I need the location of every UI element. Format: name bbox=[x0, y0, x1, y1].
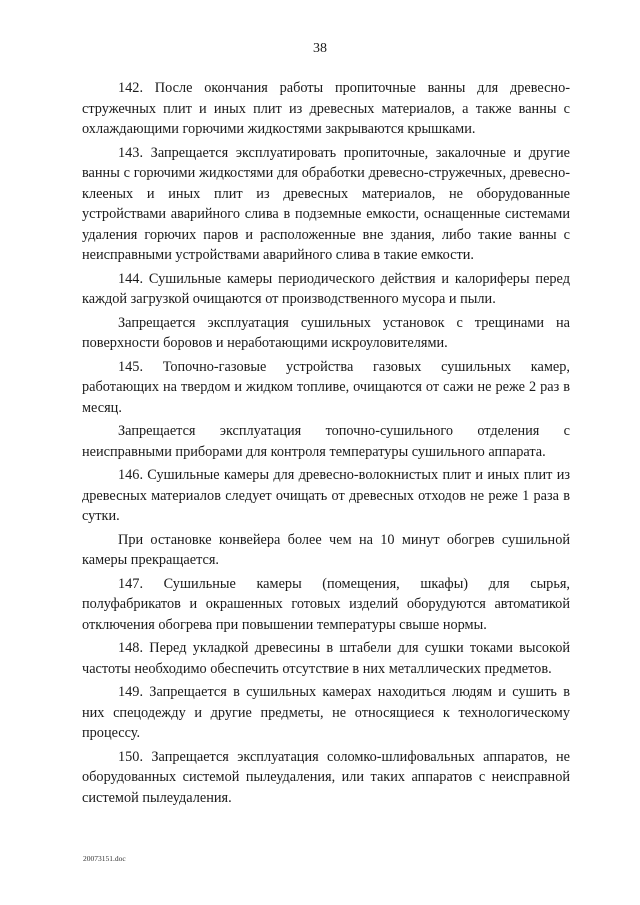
paragraph-146-conveyor: При остановке конвейера более чем на 10 минут обогрев сушильной камеры прекращается. bbox=[82, 531, 570, 568]
paragraph-148: 148. Перед укладкой древесины в штабели для сушки токами высокой частоты необходимо обеспечить отсутствие в них металлических предметов. bbox=[82, 640, 570, 677]
paragraph-142: 142. После окончания работы пропиточные ванны для древесно-стружечных плит и иных плит из древесных материалов, а также ванны с охлаждающими горючими жидкостями закрываются крышками. bbox=[82, 80, 570, 137]
document-body bbox=[82, 78, 570, 811]
footer-filename: 20073151.doc bbox=[83, 854, 126, 863]
paragraph-145: 145. Топочно-газовые устройства газовых сушильных камер, работающих на твердом и жидком топливе, очищаются от сажи не реже 2 раз в месяц. bbox=[82, 358, 570, 416]
paragraph-147: 147. Сушильные камеры (помещения, шкафы) для сырья, полуфабрикатов и окрашенных готовых изделий оборудуются автоматикой отключения обогрева при повышении температуры свыше нормы. bbox=[82, 575, 570, 633]
paragraph-145-prohibition: Запрещается эксплуатация топочно-сушильного отделения с неисправными приборами для контроля температуры сушильного аппарата. bbox=[82, 423, 570, 460]
paragraph-150: 150. Запрещается эксплуатация соломко-шлифовальных аппаратов, не оборудованных системой пылеудаления, или таких аппаратов с неисправной системой пылеудаления. bbox=[82, 748, 570, 806]
paragraph-149: 149. Запрещается в сушильных камерах находиться людям и сушить в них спецодежду и другие предметы, не относящиеся к технологическому процессу. bbox=[82, 684, 570, 741]
paragraph-143: 143. Запрещается эксплуатировать пропиточные, закалочные и другие ванны с горючими жидкостями для обработки древесно-стружечных, древесно-клееных и иных плит из древесных материалов, не оборудованные устройствами аварийного слива в подземные емкости, оснащенные системами удаления горючих паров и расположенные вне здания, либо такие ванны с неисправными устройствами аварийного слива в такие емкости. bbox=[82, 144, 570, 263]
page-number: 38 bbox=[313, 41, 327, 56]
paragraph-144-prohibition: Запрещается эксплуатация сушильных установок с трещинами на поверхности боровов и неработающими искроуловителями. bbox=[82, 314, 570, 351]
paragraph-146: 146. Сушильные камеры для древесно-волокнистых плит и иных плит из древесных материалов следует очищать от древесных отходов не реже 1 раза в сутки. bbox=[82, 467, 570, 524]
paragraph-144: 144. Сушильные камеры периодического действия и калориферы перед каждой загрузкой очищаются от производственного мусора и пыли. bbox=[82, 270, 570, 307]
